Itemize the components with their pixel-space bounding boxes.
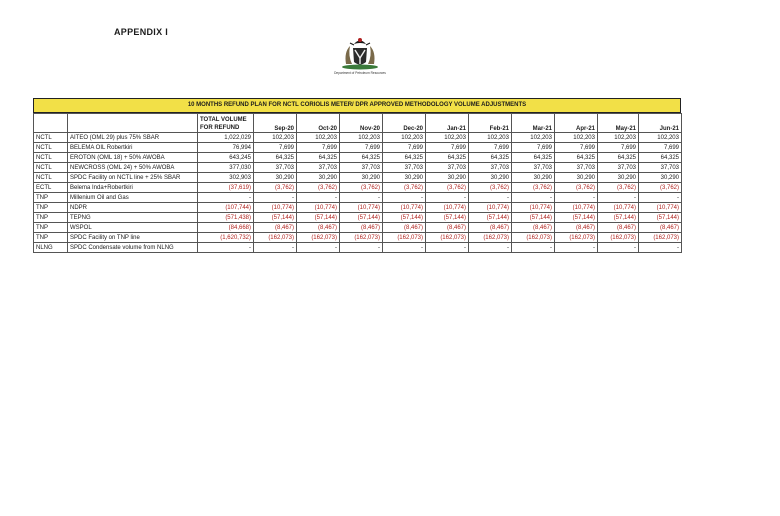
company-name-cell: SPDC Condensate volume from NLNG (68, 243, 198, 253)
monthly-volume-cell: (8,467) (254, 223, 297, 233)
monthly-volume-cell: 7,699 (383, 143, 426, 153)
monthly-volume-cell: (3,762) (469, 183, 512, 193)
total-volume-header (198, 114, 254, 133)
monthly-volume-cell: (3,762) (639, 183, 682, 193)
monthly-volume-cell: - (555, 243, 598, 253)
monthly-volume-cell: 7,699 (340, 143, 383, 153)
monthly-volume-cell: (8,467) (598, 223, 639, 233)
total-volume-cell: (84,668) (198, 223, 254, 233)
monthly-volume-cell: (10,774) (340, 203, 383, 213)
total-volume-cell: 643,245 (198, 153, 254, 163)
monthly-volume-cell: (10,774) (469, 203, 512, 213)
monthly-volume-cell: 7,699 (469, 143, 512, 153)
monthly-volume-cell: (162,073) (426, 233, 469, 243)
monthly-volume-cell: (162,073) (555, 233, 598, 243)
operator-code-cell: TNP (34, 193, 68, 203)
month-header: Apr-21 (555, 114, 598, 133)
monthly-volume-cell: 102,203 (512, 133, 555, 143)
monthly-volume-cell: 37,703 (254, 163, 297, 173)
monthly-volume-cell: 102,203 (383, 133, 426, 143)
monthly-volume-cell: (57,144) (598, 213, 639, 223)
monthly-volume-cell: (3,762) (340, 183, 383, 193)
appendix-heading: APPENDIX I (114, 27, 169, 37)
monthly-volume-cell: (57,144) (297, 213, 340, 223)
total-volume-cell: 76,994 (198, 143, 254, 153)
company-name-cell: Millenium Oil and Gas (68, 193, 198, 203)
monthly-volume-cell: (8,467) (469, 223, 512, 233)
monthly-volume-cell: 102,203 (426, 133, 469, 143)
monthly-volume-cell: 64,325 (555, 153, 598, 163)
table-row (34, 173, 682, 183)
total-header-line2: FOR REFUND (200, 125, 240, 131)
monthly-volume-cell: 30,290 (340, 173, 383, 183)
month-header: Jan-21 (426, 114, 469, 133)
monthly-volume-cell: 7,699 (639, 143, 682, 153)
company-name-cell: AITEO (OML 29) plus 75% SBAR (68, 133, 198, 143)
monthly-volume-cell: - (512, 193, 555, 203)
monthly-volume-cell: 102,203 (297, 133, 340, 143)
monthly-volume-cell: 102,203 (340, 133, 383, 143)
month-header: Oct-20 (297, 114, 340, 133)
monthly-volume-cell: 64,325 (383, 153, 426, 163)
monthly-volume-cell: - (469, 243, 512, 253)
monthly-volume-cell: 37,703 (383, 163, 426, 173)
monthly-volume-cell: (162,073) (469, 233, 512, 243)
monthly-volume-cell: 30,290 (555, 173, 598, 183)
monthly-volume-cell: (10,774) (383, 203, 426, 213)
monthly-volume-cell: 102,203 (555, 133, 598, 143)
monthly-volume-cell: 102,203 (598, 133, 639, 143)
monthly-volume-cell: (162,073) (254, 233, 297, 243)
company-name-cell: EROTON (OML 18) + 50% AWOBA (68, 153, 198, 163)
monthly-volume-cell: (57,144) (426, 213, 469, 223)
monthly-volume-cell: (57,144) (254, 213, 297, 223)
monthly-volume-cell: (10,774) (426, 203, 469, 213)
month-header: Feb-21 (469, 114, 512, 133)
monthly-volume-cell: - (469, 193, 512, 203)
monthly-volume-cell: 37,703 (297, 163, 340, 173)
monthly-volume-cell: - (340, 193, 383, 203)
table-row (34, 193, 682, 203)
monthly-volume-cell: 7,699 (254, 143, 297, 153)
table-row (34, 163, 682, 173)
monthly-volume-cell: (3,762) (383, 183, 426, 193)
table-row (34, 203, 682, 213)
monthly-volume-cell: (10,774) (254, 203, 297, 213)
monthly-volume-cell: (57,144) (340, 213, 383, 223)
table-row (34, 213, 682, 223)
monthly-volume-cell: (8,467) (512, 223, 555, 233)
monthly-volume-cell: 30,290 (383, 173, 426, 183)
code-header (34, 114, 68, 133)
monthly-volume-cell: (162,073) (512, 233, 555, 243)
total-volume-cell: - (198, 243, 254, 253)
monthly-volume-cell: - (340, 243, 383, 253)
total-volume-cell: 302,903 (198, 173, 254, 183)
monthly-volume-cell: 102,203 (254, 133, 297, 143)
operator-code-cell: NCTL (34, 163, 68, 173)
monthly-volume-cell: 64,325 (512, 153, 555, 163)
table-row (34, 153, 682, 163)
monthly-volume-cell: (57,144) (555, 213, 598, 223)
monthly-volume-cell: - (426, 243, 469, 253)
month-header: Nov-20 (340, 114, 383, 133)
monthly-volume-cell: 64,325 (254, 153, 297, 163)
monthly-volume-cell: 102,203 (639, 133, 682, 143)
total-volume-cell: (107,744) (198, 203, 254, 213)
table-row (34, 143, 682, 153)
monthly-volume-cell: (10,774) (512, 203, 555, 213)
monthly-volume-cell: - (297, 243, 340, 253)
operator-code-cell: NCTL (34, 143, 68, 153)
monthly-volume-cell: (162,073) (598, 233, 639, 243)
company-name-cell: SPDC Facility on TNP line (68, 233, 198, 243)
monthly-volume-cell: (3,762) (254, 183, 297, 193)
monthly-volume-cell: - (639, 243, 682, 253)
company-name-cell: Belema Inda+Robertkiri (68, 183, 198, 193)
month-header: Mar-21 (512, 114, 555, 133)
table-title: 10 MONTHS REFUND PLAN FOR NCTL CORIOLIS METER/ DPR APPROVED METHODOLOGY VOLUME ADJUSTMENTS (33, 98, 681, 113)
monthly-volume-cell: 30,290 (469, 173, 512, 183)
monthly-volume-cell: (8,467) (639, 223, 682, 233)
monthly-volume-cell: 7,699 (598, 143, 639, 153)
monthly-volume-cell: (3,762) (512, 183, 555, 193)
total-volume-cell: 1,022,029 (198, 133, 254, 143)
monthly-volume-cell: (8,467) (297, 223, 340, 233)
operator-code-cell: NCTL (34, 153, 68, 163)
monthly-volume-cell: (57,144) (639, 213, 682, 223)
monthly-volume-cell: (3,762) (426, 183, 469, 193)
month-header: Jun-21 (639, 114, 682, 133)
monthly-volume-cell: 37,703 (426, 163, 469, 173)
table-row (34, 133, 682, 143)
operator-code-cell: ECTL (34, 183, 68, 193)
monthly-volume-cell: - (555, 193, 598, 203)
monthly-volume-cell: - (254, 243, 297, 253)
total-header-line1: TOTAL VOLUME (200, 117, 247, 123)
monthly-volume-cell: - (383, 243, 426, 253)
company-name-cell: WSPOL (68, 223, 198, 233)
operator-code-cell: NLNG (34, 243, 68, 253)
monthly-volume-cell: - (426, 193, 469, 203)
monthly-volume-cell: (8,467) (426, 223, 469, 233)
operator-code-cell: NCTL (34, 173, 68, 183)
monthly-volume-cell: (162,073) (383, 233, 426, 243)
operator-code-cell: TNP (34, 233, 68, 243)
monthly-volume-cell: (10,774) (555, 203, 598, 213)
monthly-volume-cell: (3,762) (598, 183, 639, 193)
monthly-volume-cell: - (598, 243, 639, 253)
monthly-volume-cell: 64,325 (639, 153, 682, 163)
table-header-row (34, 114, 682, 133)
monthly-volume-cell: - (639, 193, 682, 203)
refund-plan-table (33, 98, 681, 253)
table-row (34, 243, 682, 253)
monthly-volume-cell: 102,203 (469, 133, 512, 143)
monthly-volume-cell: 30,290 (512, 173, 555, 183)
monthly-volume-cell: (3,762) (297, 183, 340, 193)
monthly-volume-cell: 37,703 (340, 163, 383, 173)
monthly-volume-cell: 7,699 (297, 143, 340, 153)
company-name-cell: SPDC Facility on NCTL line + 25% SBAR (68, 173, 198, 183)
monthly-volume-cell: 37,703 (639, 163, 682, 173)
monthly-volume-cell: (3,762) (555, 183, 598, 193)
monthly-volume-cell: 7,699 (512, 143, 555, 153)
monthly-volume-cell: (57,144) (512, 213, 555, 223)
monthly-volume-cell: 30,290 (426, 173, 469, 183)
monthly-volume-cell: (57,144) (469, 213, 512, 223)
monthly-volume-cell: (8,467) (340, 223, 383, 233)
crest-caption: Department of Petroleum Resources (334, 71, 386, 75)
monthly-volume-cell: 37,703 (555, 163, 598, 173)
monthly-volume-cell: 37,703 (469, 163, 512, 173)
monthly-volume-cell: (162,073) (639, 233, 682, 243)
company-name-cell: TEPNG (68, 213, 198, 223)
table-row (34, 233, 682, 243)
monthly-volume-cell: 7,699 (426, 143, 469, 153)
monthly-volume-cell: 64,325 (598, 153, 639, 163)
total-volume-cell: (37,619) (198, 183, 254, 193)
monthly-volume-cell: (10,774) (297, 203, 340, 213)
monthly-volume-cell: (8,467) (555, 223, 598, 233)
total-volume-cell: (571,438) (198, 213, 254, 223)
monthly-volume-cell: (10,774) (639, 203, 682, 213)
monthly-volume-cell: 64,325 (469, 153, 512, 163)
coat-of-arms-icon (338, 34, 382, 70)
monthly-volume-cell: 7,699 (555, 143, 598, 153)
total-volume-cell: 377,030 (198, 163, 254, 173)
monthly-volume-cell: (8,467) (383, 223, 426, 233)
month-header: Dec-20 (383, 114, 426, 133)
monthly-volume-cell: 30,290 (598, 173, 639, 183)
monthly-volume-cell: 64,325 (426, 153, 469, 163)
operator-code-cell: TNP (34, 223, 68, 233)
total-volume-cell: - (198, 193, 254, 203)
monthly-volume-cell: (57,144) (383, 213, 426, 223)
month-header: Sep-20 (254, 114, 297, 133)
company-name-cell: BELEMA OIL Robertkiri (68, 143, 198, 153)
monthly-volume-cell: 30,290 (254, 173, 297, 183)
name-header (68, 114, 198, 133)
monthly-volume-cell: (162,073) (297, 233, 340, 243)
monthly-volume-cell: 30,290 (297, 173, 340, 183)
operator-code-cell: TNP (34, 203, 68, 213)
monthly-volume-cell: 30,290 (639, 173, 682, 183)
coat-of-arms-logo (330, 34, 390, 82)
table-row (34, 183, 682, 193)
company-name-cell: NDPR (68, 203, 198, 213)
monthly-volume-cell: - (297, 193, 340, 203)
operator-code-cell: NCTL (34, 133, 68, 143)
monthly-volume-cell: 37,703 (598, 163, 639, 173)
monthly-volume-cell: - (598, 193, 639, 203)
monthly-volume-cell: 64,325 (340, 153, 383, 163)
monthly-volume-cell: (10,774) (598, 203, 639, 213)
monthly-volume-cell: (162,073) (340, 233, 383, 243)
monthly-volume-cell: - (254, 193, 297, 203)
month-header: May-21 (598, 114, 639, 133)
total-volume-cell: (1,620,732) (198, 233, 254, 243)
company-name-cell: NEWCROSS (OML 24) + 50% AWOBA (68, 163, 198, 173)
monthly-volume-cell: 37,703 (512, 163, 555, 173)
monthly-volume-cell: 64,325 (297, 153, 340, 163)
monthly-volume-cell: - (383, 193, 426, 203)
operator-code-cell: TNP (34, 213, 68, 223)
table-row (34, 223, 682, 233)
monthly-volume-cell: - (512, 243, 555, 253)
